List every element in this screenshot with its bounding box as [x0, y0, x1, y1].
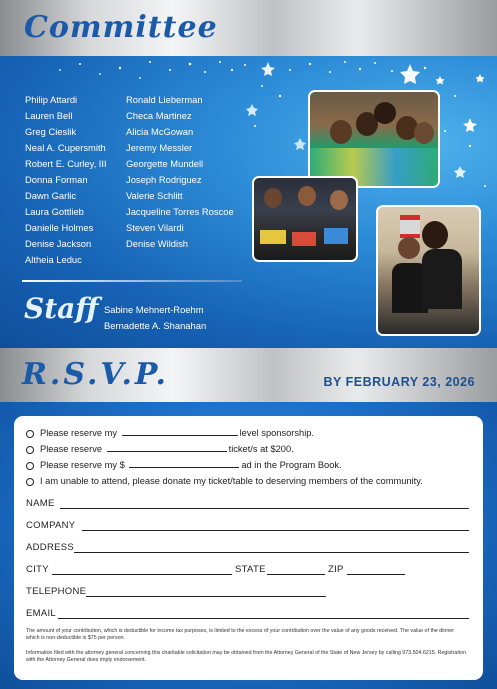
committee-member: Donna Forman	[25, 174, 88, 185]
ticket-count-blank[interactable]	[107, 451, 227, 452]
committee-member: Ronald Lieberman	[126, 94, 203, 105]
rsvp-title: R.S.V.P.	[22, 357, 169, 392]
option-donate-ticket[interactable]: I am unable to attend, please donate my ticket/table to deserving members of the community.	[26, 476, 423, 486]
committee-divider	[22, 280, 242, 282]
photo-boys-reading-books	[252, 176, 358, 262]
ad-amount-blank[interactable]	[129, 467, 239, 468]
option-tickets[interactable]: Please reserve ticket/s at $200.	[26, 444, 294, 454]
state-label: STATE	[235, 564, 266, 575]
address-label: ADDRESS	[26, 542, 75, 553]
zip-label: ZIP	[328, 564, 344, 575]
attorney-general-note: Information filed with the attorney general concerning this charitable solicitation may be obtained from the Attorney General of the State of New Jersey by calling 973.504.6215. Registration with the Attorney General does imply endorsement.	[26, 650, 466, 663]
city-field[interactable]	[52, 574, 232, 575]
company-label: COMPANY	[26, 520, 76, 531]
committee-member: Denise Wildish	[126, 238, 188, 249]
committee-member: Laura Gottlieb	[25, 206, 84, 217]
telephone-field[interactable]	[86, 596, 326, 597]
committee-member: Neal A. Cupersmith	[25, 142, 106, 153]
committee-column-2	[126, 92, 234, 252]
tax-deduction-note: The amount of your contribution, which is deductible for income tax purposes, is limited to the excess of your contribution over the value of any goods received. The value of the dinner which is non-deductible is $75 per person.	[26, 628, 455, 641]
telephone-label: TELEPHONE	[26, 586, 87, 597]
committee-member: Altheia Leduc	[25, 254, 82, 265]
committee-member: Lauren Bell	[25, 110, 73, 121]
rsvp-form-card	[14, 416, 483, 680]
email-field[interactable]	[58, 618, 469, 619]
committee-member: Denise Jackson	[25, 238, 92, 249]
radio-circle-icon[interactable]	[26, 430, 34, 438]
staff-title: Staff	[24, 292, 99, 325]
committee-member: Philip Attardi	[25, 94, 78, 105]
committee-title: Committee	[24, 10, 218, 45]
staff-member: Bernadette A. Shanahan	[104, 320, 207, 331]
committee-member: Robert E. Curley, III	[25, 158, 107, 169]
radio-circle-icon[interactable]	[26, 478, 34, 486]
committee-member: Danielle Holmes	[25, 222, 94, 233]
address-field[interactable]	[74, 552, 469, 553]
committee-member: Joseph Rodriguez	[126, 174, 202, 185]
photo-girls-cat-in-the-hat	[376, 205, 481, 336]
state-field[interactable]	[267, 574, 325, 575]
committee-member: Greg Cieslik	[25, 126, 77, 137]
committee-member: Jacqueline Torres Roscoe	[126, 206, 234, 217]
committee-member: Dawn Garlic	[25, 190, 77, 201]
radio-circle-icon[interactable]	[26, 462, 34, 470]
name-label: NAME	[26, 498, 55, 509]
email-label: EMAIL	[26, 608, 57, 619]
committee-member: Valerie Schlitt	[126, 190, 183, 201]
committee-member: Jeremy Messler	[126, 142, 193, 153]
committee-member: Checa Martinez	[126, 110, 192, 121]
option-sponsorship[interactable]: Please reserve my level sponsorship.	[26, 428, 314, 438]
radio-circle-icon[interactable]	[26, 446, 34, 454]
rsvp-deadline: BY FEBRUARY 23, 2026	[323, 375, 475, 389]
committee-member: Alicia McGowan	[126, 126, 194, 137]
name-field[interactable]	[60, 508, 469, 509]
city-label: CITY	[26, 564, 49, 575]
committee-member: Georgette Mundell	[126, 158, 204, 169]
company-field[interactable]	[82, 530, 469, 531]
option-program-ad[interactable]: Please reserve my $ ad in the Program Book.	[26, 460, 342, 470]
group-photo-kids-green-shirts	[308, 90, 440, 188]
committee-column-1	[25, 92, 107, 268]
staff-member: Sabine Mehnert-Roehm	[104, 304, 204, 315]
staff-names	[104, 302, 206, 334]
committee-member: Steven Vilardi	[126, 222, 184, 233]
sponsorship-level-blank[interactable]	[122, 435, 238, 436]
zip-field[interactable]	[347, 574, 405, 575]
